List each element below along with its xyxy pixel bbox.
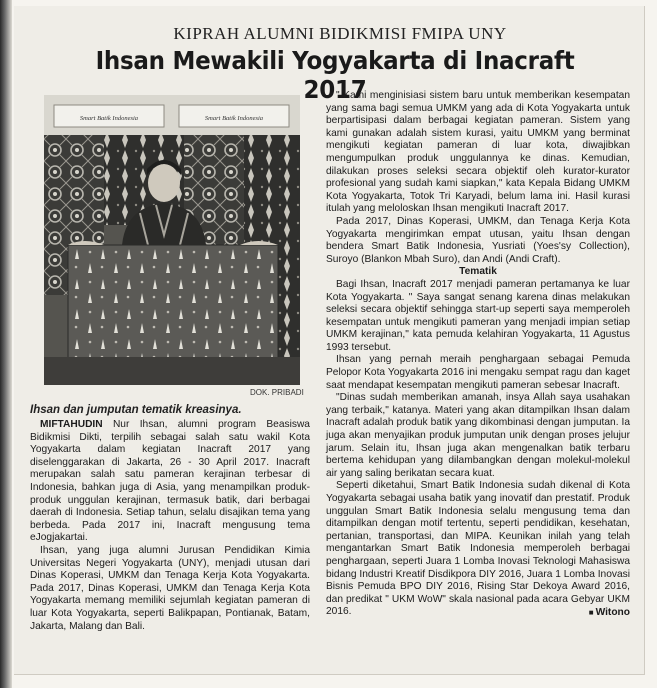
banner-left-text: Smart Batik Indonesia [79, 115, 139, 122]
page-edge [0, 0, 12, 688]
headline: Ihsan Mewakili Yogyakarta di Inacraft 2017 [95, 46, 575, 104]
paragraph: Ihsan yang pernah meraih penghargaan sebagai Pemuda Pelopor Kota Yogyakarta 2016 ini mengaku sempat ragu dan kaget saat mendapat kesempatan mengikuti pameran sebesar Inacraft. [326, 354, 630, 391]
photo-credit: DOK. PRIBADI [250, 388, 304, 397]
reporter-name: Witono [595, 606, 630, 618]
paragraph: Pada 2017, Dinas Koperasi, UMKM, dan Tenaga Kerja Kota Yogyakarta mengirimkan empat utusan, yaitu Ihsan dengan bendera Smart Batik Indonesia, Yusriati (Yoes'sy Collection), Suroyo (Blankon Mbah Suro), dan Andi (Andi Craft). [326, 215, 630, 265]
paragraph [30, 419, 310, 545]
photo-caption: Ihsan dan jumputan tematik kreasinya. [30, 404, 242, 416]
reporter-signoff [326, 607, 630, 620]
paragraph: Seperti diketahui, Smart Batik Indonesia sudah dikenal di Kota Yogyakarta sebagai usaha batik yang inovatif dan prestatif. Produk unggulan Smart Batik Indonesia selalu mengusung tema dan ditampilkan dengan motif tertentu, seperti pendidikan, kesehatan, pertanian, transportasi, dan MIPA. Keunikan inilah yang telah mengantarkan Smart Batik Indonesia memperoleh berbagai penghargaan, seperti Juara 1 Lomba Inovasi Teknologi Mahasiswa bidang Industri Kreatif Disdikpora DIY 2016, Juara 1 Lomba Inovasi Bisnis Pemuda BPO DIY 2016, Rising Star Dekoya Award 2016, dan predikat " UKM WoW" skala nasional pada acara Gebyar UKM 2016. [326, 480, 630, 618]
square-bullet-icon: ■ [588, 607, 594, 617]
paragraph: " Kami menginisiasi sistem baru untuk memberikan kesempatan yang sama bagi semua UMKM yang ada di Kota Yogyakarta untuk berpartisipasi dalam berbagai kegiatan pameran. Sistem yang kami gunakan adalah sistem kurasi, yaitu UMKM yang berminat mengikuti kegiatan pameran di luar kota, diwajibkan mengumpulkan produk unggulannya ke dinas. Kemudian, dilakukan proses seleksi secara objektif oleh kurator-kurator profesional yang sudah kami siapkan," kata Kepala Bidang UMKM Kota Yogyakarta, Totok Tri Karyadi, belum lama ini. Hasil kurasi itulah yang meloloskan Ihsan mengikuti Inacraft 2017. [326, 90, 630, 215]
paragraph: Ihsan, yang juga alumni Jurusan Pendidikan Kimia Universitas Negeri Yogyakarta (UNY), menjadi utusan dari Dinas Koperasi, UMKM dan Tenaga Kerja Kota Yogyakarta. Pada 2017, Dinas Koperasi, UMKM dan Tenaga Kerja Kota Yogyakarta memang memiliki sejumlah kegiatan pameran di luar Kota Yogyakarta, seperti Balikpapan, Pontianak, Batam, Jakarta, Malang dan Bali. [30, 544, 310, 632]
left-column [30, 419, 310, 633]
article-photo [44, 95, 300, 385]
subheading: Tematik [459, 266, 497, 278]
right-column [326, 90, 630, 620]
banner-right-text: Smart Batik Indonesia [204, 115, 264, 122]
byline: MIFTAHUDIN [40, 419, 103, 430]
paragraph-text: Nur Ihsan, alumni program Beasiswa Bidikmisi Dikti, terpilih sebagai salah satu wakil Kota Yogyakarta dalam kegiatan Inacraft 2017 yang diselenggarakan di Jakarta, 26 - 30 April 2017. Inacraft merupakan salah satu pameran kerajinan terbesar di Indonesia, bahkan juga di Asia, yang menampilkan produk-produk unggulan kerajinan, termasuk batik, dari berbagai daerah di Indonesia. Setiap tahun, selalu disajikan tema yang berbeda. Pada 2017 ini, Inacraft mengusung tema eJogjakartai. [30, 419, 310, 544]
paragraph: "Dinas sudah memberikan amanah, insya Allah saya usahakan yang terbaik," katanya. Materi yang akan ditampilkan Ihsan dalam Inacraft adalah produk batik yang dikombinasi dengan jumputan. Ia juga akan menyajikan produk jumputan unik dengan proses jelujur jarum. Selain itu, Ihsan juga akan mengenalkan batik terbaru bertema kehidupan yang dilambangkan dengan molekul-molekul air yang saling berikatan secara kuat. [326, 392, 630, 479]
kicker: KIPRAH ALUMNI BIDIKMISI FMIPA UNY [173, 24, 507, 43]
paragraph: Bagi Ihsan, Inacraft 2017 menjadi pameran pertamanya ke luar Kota Yogyakarta. " Saya sangat senang karena dinas melakukan seleksi secara objektif sehingga start-up seperti saya memperoleh kesempatan untuk mengikuti pameran yang menjadi impian setiap UMKM kerajinan," kata pemuda kelahiran Yogyakarta, 11 Agustus 1993 tersebut. [326, 278, 630, 353]
